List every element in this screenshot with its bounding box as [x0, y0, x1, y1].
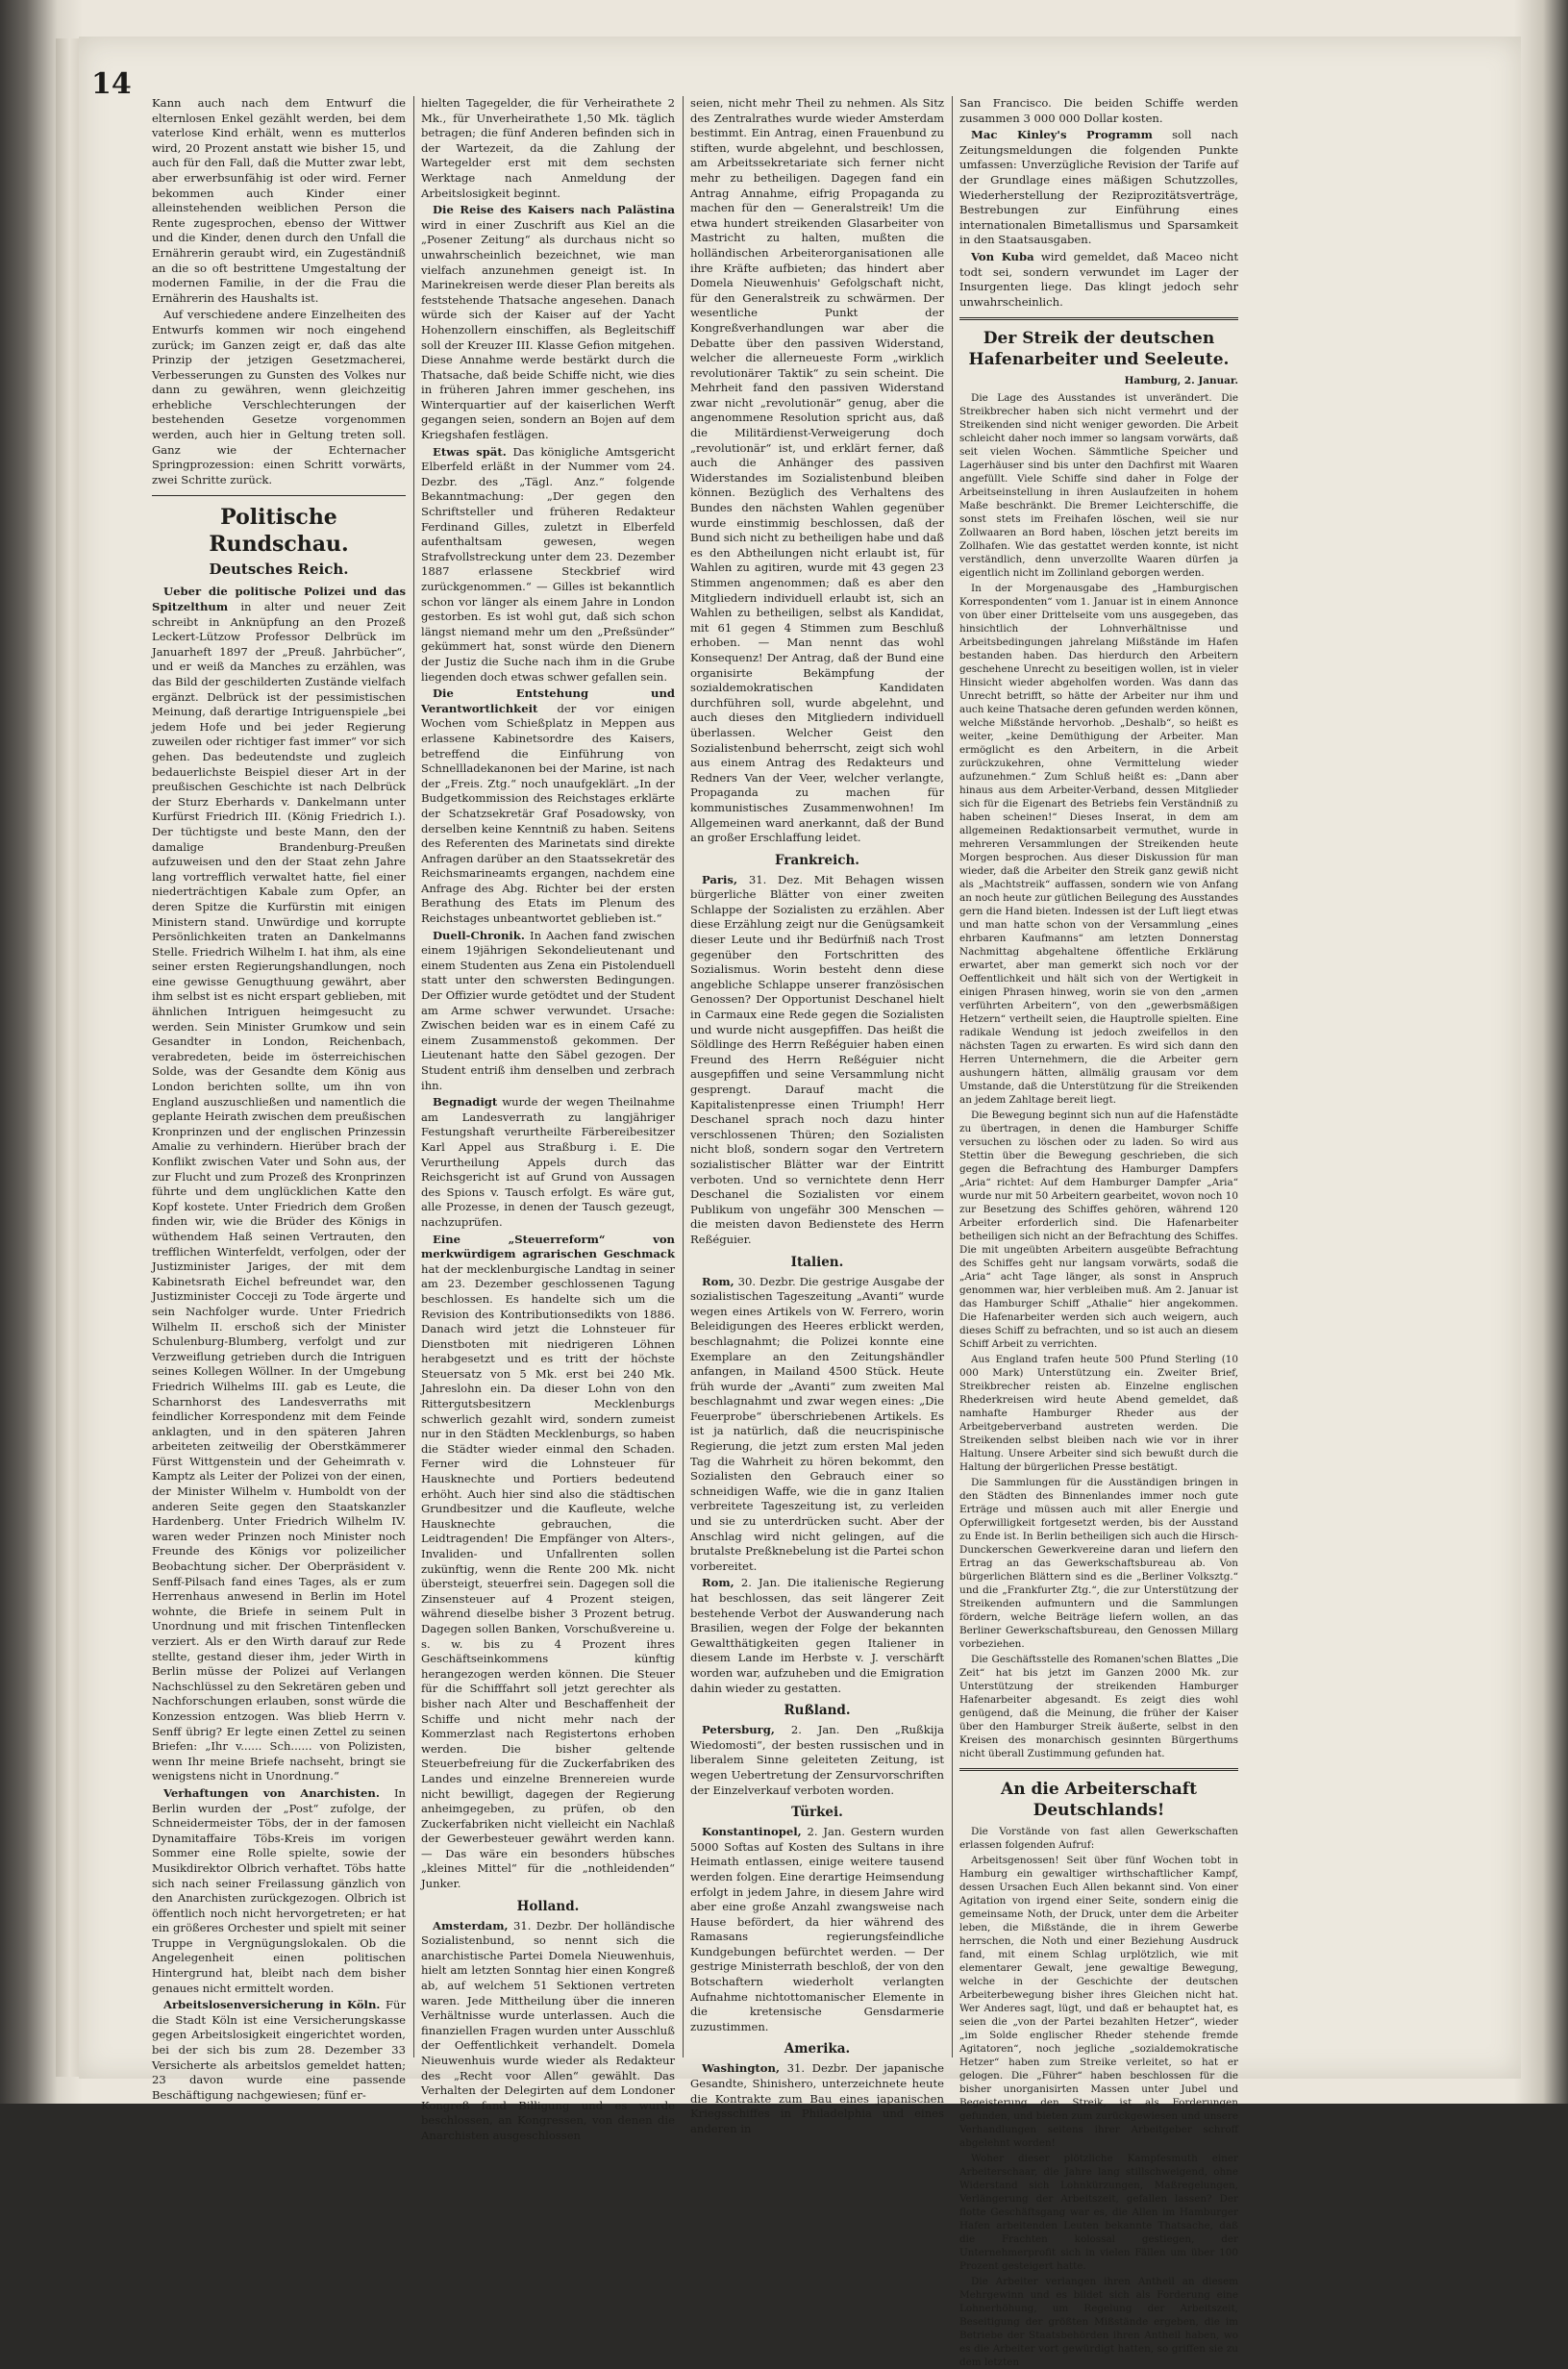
article	[690, 2061, 944, 2136]
paragraph: hielten Tagegelder, die für Verheirathete 2 Mk., für Unverheirathete 1,50 Mk. täglich betragen; die fünf Anderen befinden sich in der Wartezeit, da die Zahlung der Wartegelder erst mit dem sechsten Werktage nach Anmeldung der Arbeitslosigkeit beginnt.	[421, 96, 675, 200]
book-binding	[56, 38, 79, 2077]
article-body: wird gemeldet, daß Maceo nicht todt sei, sondern verwundet im Lager der Insurgenten liege. Das klingt jedoch sehr unwahrscheinlich.	[959, 249, 1239, 309]
article-headline: Der Streik der deutschen Hafenarbeiter und Seeleute.	[968, 329, 1230, 370]
paragraph: seien, nicht mehr Theil zu nehmen. Als Sitz des Zentralrathes wurde wieder Amsterdam bestimmt. Ein Antrag, einen Frauenbund zu stiften, wurde abgelehnt, und beschlossen, am Arbeitssekretariate sich ferner nicht mehr zu betheiligen. Dagegen fand ein Antrag Annahme, eifrig Propaganda zu machen für den — Generalstreik! Um die etwa hundert streikenden Glasarbeiter von Mastricht zu halten, mußten die holländischen Arbeiterorganisationen alle ihre Kräfte aufbieten; das hindert aber Domela Nieuwenhuis' Gefolgschaft nicht, für den Generalstreik zu schwärmen. Der wesentliche Punkt der Kongreßverhandlungen war aber die Debatte über den passiven Widerstand, welcher die allerneueste Form „wirklich revolutionärer Taktik“ zu sein scheint. Die Mehrheit fand den passiven Widerstand zwar nicht „revolutionär“ genug, aber die angenommene Resolution spricht aus, daß die Militärdienst-Verweigerung doch „revolutionär“ ist, und erklärt ferner, daß auch die Anhänger des passiven Widerstandes im Sozialistenbund bleiben können. Bezüglich des Verhaltens des Bundes den nächsten Wahlen gegenüber wurde einstimmig beschlossen, daß der Bund sich nicht zu betheiligen habe und daß es den Abtheilungen nicht erlaubt ist, für Wahlen zu agitiren, wurde mit 43 gegen 23 Stimmen angenommen; daß es aber den Mitgliedern individuell erlaubt ist, sich an Wahlen zu betheiligen, selbst als Kandidat, mit 61 gegen 4 Stimmen zum Beschluß erhoben. — Man nennt das wohl Konsequenz! Der Antrag, daß der Bund eine organisirte Bekämpfung der sozialdemokratischen Kandidaten durchführen soll, wurde abgelehnt, und auch dieses den Mitgliedern individuell überlassen. Welcher Geist den Sozialistenbund beherrscht, zeigt sich wohl aus einem Antrag des Redakteurs und Redners Van der Veer, welcher verlangte, Propaganda zu machen für kommunistisches Zusammenwohnen! Im Allgemeinen ward anerkannt, daß der Bund an großer Erschlaffung leidet.	[690, 96, 944, 845]
article-lead: Etwas spät.	[433, 444, 507, 459]
article-lead: Mac Kinley's Programm	[971, 128, 1153, 142]
article-body: 31. Dez. Mit Behagen wissen bürgerliche Blätter von einer zweiten Schlappe der Sozialisten zu erzählen. Aber diese Erzählung zeigt nur die Genügsamkeit dieser Leute und ihr Bedürfniß nach Trost gegenüber den Fortschritten des Sozialismus. Worin besteht denn diese angebliche Schlappe unserer französischen Genossen? Der Opportunist Deschanel hielt in Carmaux eine Rede gegen die Sozialisten und wurde nicht ausgepfiffen. Das heißt die Söldlinge des Herrn Reßéguier haben einen Freund des Herrn Reßéguier nicht ausgepfiffen und seine Versammlung nicht gesprengt. Darauf macht die Kapitalistenpresse einen Triumph! Herr Deschanel sprach noch dazu hinter verschlossenen Thüren; den Sozialisten nicht bloß, sondern sogar den Vertretern sozialistischer Blätter war der Eintritt verboten. Und so vernichtete denn Herr Deschanel die Sozialisten vor einem Publikum von ungefähr 300 Menschen — die meisten davon Bedienstete des Herrn Reßéguier.	[690, 872, 944, 1246]
paragraph: Auf verschiedene andere Einzelheiten des Entwurfs kommen wir noch eingehend zurück; im Ganzen zeigt er, daß das alte Prinzip der jetzigen Gesetzmacherei, Verbesserungen zu Gunsten des Volkes nur dann zu gewähren, wenn gleichzeitig erhebliche Verschlechterungen der bestehenden Gesetze vorgenommen werden, auch hier in Geltung treten soll. Ganz wie der Echternacher Springprozession: einen Schritt vorwärts, zwei Schritte zurück.	[152, 308, 406, 486]
article-body: wurde der wegen Theilnahme am Landesverrath zu langjähriger Festungshaft verurtheilte Färbereibesitzer Karl Appel aus Straßburg i. E. Die Verurtheilung Appels durch das Reichsgericht ist auf Grund von Aussagen des Spions v. Tausch erfolgt. Es wäre gut, alle Prozesse, in denen der Tausch gezeugt, nachzuprüfen.	[421, 1095, 675, 1229]
article	[959, 250, 1238, 310]
article-lead: Eine „Steuerreform“ von merkwürdigem agrarischen Geschmack	[421, 1232, 675, 1261]
article	[690, 873, 944, 1248]
paragraph: San Francisco. Die beiden Schiffe werden zusammen 3 000 000 Dollar kosten.	[959, 96, 1238, 125]
article-body: Das königliche Amtsgericht Elberfeld erläßt in der Nummer vom 24. Dezbr. des „Tägl. Anz.“ folgende Bekanntmachung: „Der gegen den Schriftsteller und früheren Redakteur Ferdinand Gilles, zuletzt in Elberfeld aufenthaltsam gewesen, wegen Strafvollstreckung unter dem 23. Dezember 1887 erlassene Steckbrief wird zurückgenommen.“ — Gilles ist bekanntlich schon vor länger als einem Jahre in London gestorben. Es ist wohl gut, daß sich schon längst niemand mehr um den „Preßsünder“ gekümmert hat, sonst würde den Dienern der Justiz die Suche nach ihm in die Grube liegenden doch etwas schwer gefallen sein.	[421, 444, 676, 684]
divider	[959, 317, 1238, 320]
article	[690, 1576, 944, 1696]
article	[421, 445, 675, 686]
article-body: in alter und neuer Zeit schreibt in Anknüpfung an den Prozeß Leckert-Lützow Professor Delbrück im Januarheft 1897 der „Preuß. Jahrbücher“, und er weiß da Manches zu erzählen, was das Bild der geschilderten Zustände vielfach ergänzt. Delbrück ist der pessimistischen Meinung, daß derartige Intriguenspiele „bei jedem Hofe und bei jeder Regierung zuweilen oder richtiger fast immer“ vor sich gehen. Das bedeutendste und zugleich bedauerlichste Beispiel dieser Art in der preußischen Geschichte ist nach Delbrück der Sturz Eberhards v. Dankelmann unter Kurfürst Friedrich III. (König Friedrich I.). Der tüchtigste und beste Mann, den der damalige Brandenburg-Preußen aufzuweisen und den der Staat zehn Jahre lang vortrefflich verwaltet hatte, fiel einer niederträchtigen Kabale zum Opfer, an deren Spitze die Kurfürstin mit einigen Ministern stand. Unwürdige und korrupte Persönlichkeiten traten an Dankelmanns Stelle. Friedrich Wilhelm I. hat ihm, als eine seiner ersten Regierungshandlungen, noch eine gewisse Genugthuung gewährt, aber ihm selbst ist es nicht erspart geblieben, mit ähnlichen Intriguen heimgesucht zu werden. Sein Minister Grumkow und sein Gesandter in London, Reichenbach, verabredeten, beide im österreichischen Solde, was der Gesandte dem König aus London berichten sollte, um ihn von England auszuschließen und namentlich die geplante Heirath zwischen dem preußischen Kronprinzen und der englischen Prinzessin Amalie zu verhindern. Hierüber brach der Konflikt zwischen Vater und Sohn aus, der zur Flucht und zum Prozeß des Kronprinzen führte und dem unglücklichen Katte den Kopf kostete. Unter Friedrich dem Großen finden wir, wie die Brüder des Königs in wüthendem Haß seinen Vertrauten, den trefflichen Winterfeldt, verfolgen, oder der Justizminister Jariges, der mit dem Kabinetsrath Eichel befreundet war, den Justizminister Cocceji zu Tode ärgerte und sein Nachfolger wurde. Unter Friedrich Wilhelm II. erschoß sich der Minister Schulenburg-Blumberg, verfolgt und zur Verzweiflung getrieben durch die Intriguen seines Kollegen Wöllner. In der Umgebung Friedrich Wilhelms III. gab es Leute, die Scharnhorst des Landesverraths mit feindlicher Korrespondenz mit dem Feinde anklagten, und in den späteren Jahren arbeiteten zeitweilig der Oberstkämmerer Fürst Wittgenstein und der Geheimrath v. Kamptz als Leiter der Polizei von der einen, der Minister Wilhelm v. Humboldt von der anderen Seite gegen den Staatskanzler Hardenberg. Unter Friedrich Wilhelm IV. waren weder Prinzen noch Minister noch Freunde des Königs vor polizeilicher Beobachtung sicher. Der Oberpräsident v. Senff-Pilsach fand eines Tages, als er zum Herrenhaus anwesend in Berlin im Hotel wohnte, die Briefe in seinem Pult in Unordnung und mit frischen Tintenflecken verziert. Als er den Wirth darauf zur Rede stellte, gestand dieser ihm, jeder Wirth in Berlin müsse der Polizei auf Verlangen Nachschlüssel zu den Sekretären geben und Nachforschungen erlauben, sonst würde die Konzession entzogen. Was blieb Herrn v. Senff übrig? Er legte einen Zettel zu seinen Briefen: „Ihr v...... Sch...... von Polizisten, wenn Ihr meine Briefe nachseht, bringt sie wenigstens nicht in Unordnung.“	[152, 600, 407, 1783]
paragraph: Arbeitsgenossen! Seit über fünf Wochen tobt in Hamburg ein gewaltiger wirthschaftlicher Kampf, dessen Ursachen Euch Allen bekannt sind. Von einer Agitation von irgend einer Seite, sondern einig die gemeinsame Noth, der Druck, unter dem die Arbeiter leben, die Mißstände, die in ihrem Gewerbe herrschen, die Noth und einer Beziehung Ausdruck fand, mit einem Schlag urplötzlich, wie mit elementarer Gewalt, jene gewaltige Bewegung, welche in der Geschichte der deutschen Arbeiterbewegung bisher ihres Gleichen nicht hat. Wer Anderes sagt, lügt, und daß er behauptet hat, es seien die „von der Partei bezahlten Hetzer“, wieder „im Solde englischer Rheder stehende fremde Agitatoren“, noch jegliche „sozialdemokratische Hetzer“ haben zum Streike verleitet, so hat er gelogen. Die „Führer“ haben beschlossen für die bisher unorganisirten Massen unter Jubel und Begeisterung den Streik, ist als Forderungen gefunden, und bieten zum zurückgewiesen und unsere Verhandlungen seitens ihrer Arbeitgeber schroff abgelehnt worden!	[959, 1855, 1238, 2150]
column-4	[959, 96, 1239, 2369]
article-lead: Rom,	[702, 1274, 734, 1288]
divider	[152, 495, 406, 496]
article	[959, 128, 1238, 248]
article	[690, 1723, 944, 1798]
country-heading: Rußland.	[784, 1703, 851, 1719]
paragraph: Die Lage des Ausstandes ist unverändert. Die Streikbrecher haben sich nicht vermehrt und der Streikenden sind nicht weniger geworden. Die Arbeit schleicht daher noch immer so langsam vorwärts, daß seit vielen Wochen. Sämmtliche Speicher und Lagerhäuser sind bis unter den Dachfirst mit Waaren angefüllt. Viele Schiffe sind daher in Folge der Arbeitseinstellung in ihren Auslaufzeiten in hohem Maße beschränkt. Die Bremer Leichterschiffe, die sonst stets im Freihafen löschen, weil sie nur Zollwaaren an Bord haben, löschen jetzt bereits im Zollhafen. Wie das gestattet werden konnte, ist nicht verständlich, denn unverzollte Waaren dürfen ja eigentlich nicht im Zollinland geborgen werden.	[959, 392, 1238, 580]
article	[152, 585, 406, 1784]
article-body: wird in einer Zuschrift aus Kiel an die „Posener Zeitung“ als durchaus nicht so unwahrscheinlich bezeichnet, wie man vielfach anzunehmen geneigt ist. In Marinekreisen werde dieser Plan bereits als feststehende Thatsache angesehen. Danach würde sich der Kaiser auf der Yacht Hohenzollern einschiffen, als Begleitschiff soll der Kreuzer III. Klasse Gefion mitgehen. Diese Annahme werde bestärkt durch die Thatsache, daß beide Schiffe nicht, wie dies in früheren Jahren immer geschehen, ins Winterquartier auf der kaiserlichen Werft gegangen seien, sondern an Bojen auf dem Kriegshafen festlägen.	[421, 217, 675, 442]
section-subtitle: Deutsches Reich.	[209, 561, 349, 579]
column-rule	[413, 96, 414, 2057]
article-lead: Ueber die politische Polizei und das Spitzelthum	[152, 585, 406, 614]
article-lead: Arbeitslosenversicherung in Köln.	[163, 1998, 381, 2012]
column-3	[690, 96, 945, 2135]
paragraph: In der Morgenausgabe des „Hamburgischen Korrespondenten“ vom 1. Januar ist in einem Annonce von über einer Drittelseite vom uns ausgegeben, das hinsichtlich der Lohnverhältnisse und Arbeitsbedingungen jahrelang Mißstände im Hafen bestanden haben. Das hierdurch den Arbeitern geschehene Unrecht zu beseitigen wollen, ist in vieler Hinsicht wieder abgeholfen worden. Was dann das Unrecht betrifft, so hätte der Arbeiter nur ihm und auch keine Thatsache deren gefunden werden können, welche Mißstände hervorhob. „Deshalb“, so heißt es weiter, „keine Demüthigung der Arbeiter. Man ermöglicht es den Arbeitern, in die Arbeit zurückzukehren, ohne Vermittelung wieder aufzunehmen.“ Zum Schluß heißt es: „Dann aber hinaus aus dem Arbeiter-Verband, dessen Mitglieder sich für die Eigenart des Betriebs fein Verständniß zu haben scheinen!“ Dieses Inserat, in dem am allgemeinen Redaktionsarbeit vermuthet, wurde in mehreren Versammlungen der Streikenden heute Morgen besprochen. Aus dieser Diskussion für man wieder, daß die Arbeiter den Streik ganz gewiß nicht als „Machtstreik“ auffassen, sondern wie von Anfang an noch heute zur gütlichen Beilegung des Ausstandes gern die Hand bieten. Indessen ist der Luft liegt etwas und man hatte schon von der Versammlung „eines ehrbaren Kaufmanns“ am letzten Donnerstag Nachmittag abgehaltene öffentliche Erklärung erwartet, aber man gemerkt sich noch vor der Oeffentlichkeit und hält sich von der Wertigkeit in einigen Phrasen hinweg, worin sie von den „armen verführten Arbeitern“, von den „gewerbsmäßigen Hetzern“ vertheilt seien, die Hauptrolle spielten. Eine radikale Wendung ist jedoch zweifellos in den nächsten Tagen zu erwarten. Es wird sich dann den Herren Unternehmern, die die Arbeiter gern aushungern hätten, allmälig grausam vor dem Umstande, daß die Unterstützung für die Streikenden an jedem Zahltage bereit liegt.	[959, 583, 1238, 1107]
article-lead: Begnadigt	[433, 1095, 498, 1110]
article-headline: An die Arbeiterschaft Deutschlands!	[1001, 1780, 1197, 1821]
article	[421, 929, 675, 1094]
divider	[959, 1768, 1238, 1771]
article-lead: Washington,	[702, 2061, 780, 2076]
article-body: In Aachen fand zwischen einem 19jährigen Sekondelieutenant und einem Studenten aus Zena ein Pistolenduell statt unter den schwersten Bedingungen. Der Offizier wurde getödtet und der Student am Arme schwer verwundet. Ursache: Zwischen beiden war es in einem Café zu einem Zusammenstoß gekommen. Der Lieutenant hatte den Säbel gezogen. Der Student entriß ihm denselben und zerbrach ihn.	[421, 928, 675, 1092]
article-body: der vor einigen Wochen vom Schießplatz in Meppen aus erlassene Kabinetsordre des Kaisers, betreffend die Einführung von Schnellladekanonen bei der Marine, ist nach der „Freis. Ztg.“ noch unaufgeklärt. „In der Budgetkommission des Reichstages erklärte der Schatzsekretär Graf Posadowsky, von derselben keine Kenntniß zu haben. Seitens des Referenten des Marinetats sind direkte Anfragen darüber an den Staatssekretär des Reichsmarineamts ergangen, nachdem eine Anfrage des Abg. Richter bei der ersten Berathung des Etats im Plenum des Reichstages unbeantwortet geblieben ist.“	[421, 701, 676, 926]
paragraph: Die Bewegung beginnt sich nun auf die Hafenstädte zu übertragen, in denen die Hamburger Schiffe versuchen zu löschen oder zu laden. So wird aus Stettin über die Bewegung geschrieben, die sich gegen die Befrachtung des Hamburger Dampfers „Aria“ richtet: Auf dem Hamburger Dampfer „Aria“ wurde nur mit 50 Arbeitern gearbeitet, wovon noch 10 zur Besetzung des Schiffes gehören, während 120 Arbeiter erforderlich sind. Die Hafenarbeiter betheiligen sich nicht an der Befrachtung des Schiffes. Die mit ungeübten Arbeitern ausgeübte Befrachtung des Schiffes geht nur langsam vorwärts, sodaß die „Aria“ acht Tage länger, als sonst in Anspruch genommen war, hier verbleiben muß. Am 2. Januar ist das Hamburger Schiff „Athalie“ hier angekommen. Die Hafenarbeiter werden sich auch weigern, auch dieses Schiff zu befrachten, und so ist auch an diesem Schiff Arbeit zu verrichten.	[959, 1110, 1238, 1351]
article	[690, 1825, 944, 2034]
page-number: 14	[91, 67, 132, 101]
paragraph: Die Arbeiter verlangen ihren Antheil an diesem Mehrgewinn und es bildet sich als Forderung eine Lohnerhöhung, um Regelung der Arbeitszeit, Beseitigung der größten Mißstände ergeben, die im Betriebe der Staatsbehörden ihren Antheil haben, wo es die Arbeiter vort gewürdigt hatten, so griffen sie zu dem letzten	[959, 2276, 1238, 2369]
country-heading: Holland.	[516, 1898, 580, 1914]
country-heading: Türkei.	[791, 1805, 843, 1821]
article-body: 2. Jan. Gestern wurden 5000 Softas auf Kosten des Sultans in ihre Heimath entlassen, einige weitere tausend werden folgen. Eine derartige Heimsendung erfolgt in jedem Jahre, in diesem Jahre wird aber eine große Anzahl zwangsweise nach Hause befördert, da hier während des Ramasans regierungsfeindliche Kundgebungen befürchtet werden. — Der gestrige Ministerrath beschloß, der von den Botschaftern wiederholt verlangten Aufnahme nichtottomanischer Elemente in die kretensische Gensdarmerie zuzustimmen.	[690, 1825, 944, 2033]
paragraph: Die Geschäftsstelle des Romanen'schen Blattes „Die Zeit“ hat bis jetzt im Ganzen 2000 Mk. zur Unterstützung der streikenden Hamburger Hafenarbeiter abgesandt. Es zeigt dies wohl genügend, daß die Meinung, die früher der Kaiser über den Hamburger Streik äußerte, selbst in den Kreisen des monarchisch gesinnten Bürgerthums nicht überall Zustimmung gefunden hat.	[959, 1654, 1238, 1760]
paragraph: Aus England trafen heute 500 Pfund Sterling (10 000 Mark) Unterstützung ein. Zweiter Brief, Streikbrecher reisten ab. Einzelne englischen Rhederkreisen wird heute Abend gemeldet, daß namhafte Hamburger Rheder aus der Arbeitgeberverband austreten werden. Die Streikenden selbst bleiben nach wie vor in ihrer Haltung. Unsere Arbeiter sind sich bewußt durch die Haltung der bürgerlichen Presse bestätigt.	[959, 1354, 1238, 1474]
article-lead: Die Entstehung und Verantwortlichkeit	[421, 686, 675, 715]
article-lead: Paris,	[702, 872, 737, 886]
paragraph: Die Vorstände von fast allen Gewerkschaften erlassen folgenden Aufruf:	[959, 1826, 1238, 1852]
article	[421, 203, 675, 443]
paragraph: Woher dieser plötzliche Kampfesmuth einer Arbeiterschaar, die Jahre lang stillschweigend, ohne Widerstand sich Lohnkürzungen, Maßregelungen, Verlängerung der Arbeitszeit, gefallen lassen? Der flotte Geschäftsgang war es, die Allen im Hamburger Hafen arbeitenden Leuten bekannte Thatsache, daß die Frachten kolossal gestiegen, der Unternehmerprofit sich in vielen Fällen um über 100 Prozent gesteigert hatte.	[959, 2153, 1238, 2273]
article-lead: Rom,	[702, 1576, 734, 1590]
paragraph: Kann auch nach dem Entwurf die elternlosen Enkel gezählt werden, bei dem vaterlose Kind erhält, wenn es mutterlos wird, 20 Prozent anstatt wie bisher 15, und auch für den Fall, daß die Mutter zwar lebt, aber erwerbsunfähig ist oder wird. Ferner bekommen auch Kinder einer alleinstehenden weiblichen Person die Rente zugesprochen, ebenso der Wittwer und die Kinder, denen durch den Unfall die Ernährerin geraubt wird, ein Zugeständniß an die so oft bestrittene Umgestaltung der modernen Familie, in der die Frau die Ernährerin des Haushalts ist.	[152, 96, 406, 305]
article	[421, 1095, 675, 1230]
country-heading: Amerika.	[784, 2041, 851, 2057]
paragraph: Die Sammlungen für die Ausständigen bringen in den Städten des Binnenlandes immer noch gute Erträge und müssen auch mit aller Energie und Opferwilligkeit fortgesetzt werden, bis der Ausstand zu Ende ist. In Berlin betheiligen sich auch die Hirsch-Dunckerschen Gewerkvereine daran und liefern den Ertrag an das Gewerkschaftsbureau ab. Von bürgerlichen Blättern sind es die „Berliner Volksztg.“ und die „Frankfurter Ztg.“, die zur Unterstützung der Streikenden aufmuntern und die Sammlungen fördern, welche Beiträge liefern wollen, an das Berliner Gewerkschaftsbureau, den Genossen Millarg vorbeziehen.	[959, 1477, 1238, 1651]
article	[421, 1919, 675, 2144]
article-body: hat der mecklenburgische Landtag in seiner am 23. Dezember geschlossenen Tagung beschlossen. Es handelte sich um die Revision des Kontributionsedikts von 1886. Danach wird jetzt die Lohnsteuer für Dienstboten mit niedrigeren Löhnen herabgesetzt und es tritt der höchste Steuersatz von 5 Mk. erst bei 240 Mk. Jahreslohn ein. Da dieser Lohn von den Rittergutsbesitzern Mecklenburgs schwerlich gezahlt wird, sondern zumeist nur in den Städten Mecklenburgs, so haben die Städter wieder einmal den Schaden. Ferner wird die Lohnsteuer für Hausknechte und Portiers bedeutend erhöht. Auch hier sind also die städtischen Grundbesitzer und die Kaufleute, welche Hausknechte gebrauchen, die Leidtragenden! Die Empfänger von Alters-, Invaliden- und Unfallrenten sollen zukünftig, wenn die Rente 200 Mk. nicht übersteigt, steuerfrei sein. Dagegen soll die Zinsensteuer auf 4 Prozent steigen, während dieselbe bisher 3 Prozent betrug. Dagegen sollen Banken, Vorschußvereine u. s. w. bis zu 4 Prozent ihres Geschäftseinkommens künftig herangezogen werden können. Die Steuer für die Schifffahrt soll jetzt gerechter als bisher nach Alter und Beschaffenheit der Schiffe und nicht mehr nach der Kommerzlast nach Registertons erhoben werden. Die bisher geltende Steuerbefreiung für die Zuckerfabriken des Landes und einzelne Brennereien wurde nicht bewilligt, dagegen der Regierung anheimgegeben, zu prüfen, ob den Zuckerfabriken nicht vielleicht ein Nachlaß der Gewerbesteuer gewährt werden kann. — Das wäre ein besonders hübsches „kleines Mittel“ für die „nothleidenden“ Junker.	[421, 1261, 675, 1891]
article	[152, 1998, 406, 2103]
article-body: soll nach Zeitungsmeldungen die folgenden Punkte umfassen: Unverzügliche Revision der Tarife auf der Grundlage eines mäßigen Schutzzolles, Wiederherstellung der Reziprozitätsverträge, Bestrebungen zur Einführung eines internationalen Bimetallismus und Sparsamkeit in den Staatsausgaben.	[959, 128, 1238, 247]
article-lead: Duell-Chronik.	[433, 928, 525, 942]
article-body: 30. Dezbr. Die gestrige Ausgabe der sozialistischen Tageszeitung „Avanti“ wurde wegen eines Artikels von W. Ferrero, worin Beleidigungen des Heeres erblickt werden, beschlagnahmt; die Polizei konnte eine Exemplare an den Zeitungshändler anfangen, in Mailand 4500 Stück. Heute früh wurde der „Avanti“ zum zweiten Mal beschlagnahmt und zwar wegen eines: „Die Feuerprobe“ überschriebenen Artikels. Es ist ja natürlich, daß die neucrispinische Regierung, die jetzt zum ersten Mal jeden Tag die Wahrheit zu hören bekommt, den Sozialisten den Gebrauch einer so schneidigen Waffe, wie die in ganz Italien verbreitete Tageszeitung ist, zu verleiden und sie zu unterdrücken sucht. Aber der Anschlag wird nicht gelingen, auf die brutalste Preßknebelung ist die Partei schon vorbereitet.	[690, 1274, 945, 1573]
article-lead: Die Reise des Kaisers nach Palästina	[433, 203, 675, 217]
article-lead: Konstantinopel,	[702, 1825, 802, 1839]
article-lead: Petersburg,	[702, 1723, 775, 1737]
country-heading: Italien.	[790, 1254, 844, 1270]
article-body: 2. Jan. Die italienische Regierung hat beschlossen, das seit längerer Zeit bestehende Verbot der Auswanderung nach Brasilien, wegen der Folge der bekannten Gewaltthätigkeiten gegen Italiener in diesem Lande im Herbste v. J. verschärft worden war, aufzuheben und die Emigration dahin wieder zu gestatten.	[690, 1576, 944, 1695]
article-lead: Von Kuba	[971, 249, 1034, 263]
column-rule	[683, 96, 684, 2057]
article	[421, 1233, 675, 1892]
article-lead: Verhaftungen von Anarchisten.	[163, 1785, 380, 1800]
article-body: 31. Dezbr. Der japanische Gesandte, Shinishero, unterzeichnete heute die Kontrakte zum Bau eines japanischen Kriegsschiffes in Philadelphia und eines anderen in	[690, 2061, 945, 2135]
country-heading: Frankreich.	[775, 852, 859, 868]
article	[152, 1786, 406, 1996]
article-lead: Amsterdam,	[433, 1918, 509, 1933]
article-body: 31. Dezbr. Der holländische Sozialistenbund, so nennt sich die anarchistische Partei Domela Nieuwenhuis, hielt am letzten Sonntag hier einen Kongreß ab, auf welchem 51 Sektionen vertreten waren. Jede Mittheilung über die inneren Verhältnisse wurde unterlassen. Auch die finanziellen Fragen wurden unter Ausschluß der Oeffentlichkeit verhandelt. Domela Nieuwenhuis wurde wieder als Redakteur des „Recht voor Allen“ gewählt. Das Verhalten der Delegirten auf dem Londoner Kongreß fand Billigung und es wurde beschlossen, an Kongressen, von denen die Anarchisten ausgeschlossen	[421, 1918, 676, 2142]
section-title: Politische Rundschau.	[209, 505, 349, 558]
article	[690, 1275, 944, 1575]
column-rule	[952, 96, 953, 2057]
article-body: In Berlin wurden der „Post“ zufolge, der Schneidermeister Töbs, der in der famosen Dynamitaffaire Töbs-Kreis im vorigen Sommer eine Rolle spielte, sowie der Musikdirektor Olbrich verhaftet. Töbs hatte sich nach seiner Freilassung gänzlich von den Anarchisten zurückgezogen. Olbrich ist öffentlich noch nicht hervorgetreten; er hat ein größeres Orchester und spielt mit seiner Truppe in Vergnügungslokalen. Ob die Angelegenheit einen politischen Hintergrund hat, bleibt nach dem bisher genaues nicht ermittelt worden.	[152, 1785, 406, 1995]
column-2	[421, 96, 676, 2142]
article-body: Für die Stadt Köln ist eine Versicherungskasse gegen Arbeitslosigkeit eingerichtet worden, bei der sich bis zum 28. Dezember 33 Versicherte als arbeitslos gemeldet hatten; 23 davon wurde eine passende Beschäftigung nachgewiesen; fünf er-	[152, 1998, 406, 2102]
column-1	[152, 96, 407, 2102]
dateline: Hamburg, 2. Januar.	[1124, 375, 1238, 387]
article-body: 2. Jan. Den „Rußkija Wiedomosti“, der besten russischen und in liberalem Sinne geleiteten Zeitung, ist wegen Uebertretung der Zensurvorschriften der Einzelverkauf verboten worden.	[690, 1723, 945, 1797]
article	[421, 686, 675, 927]
